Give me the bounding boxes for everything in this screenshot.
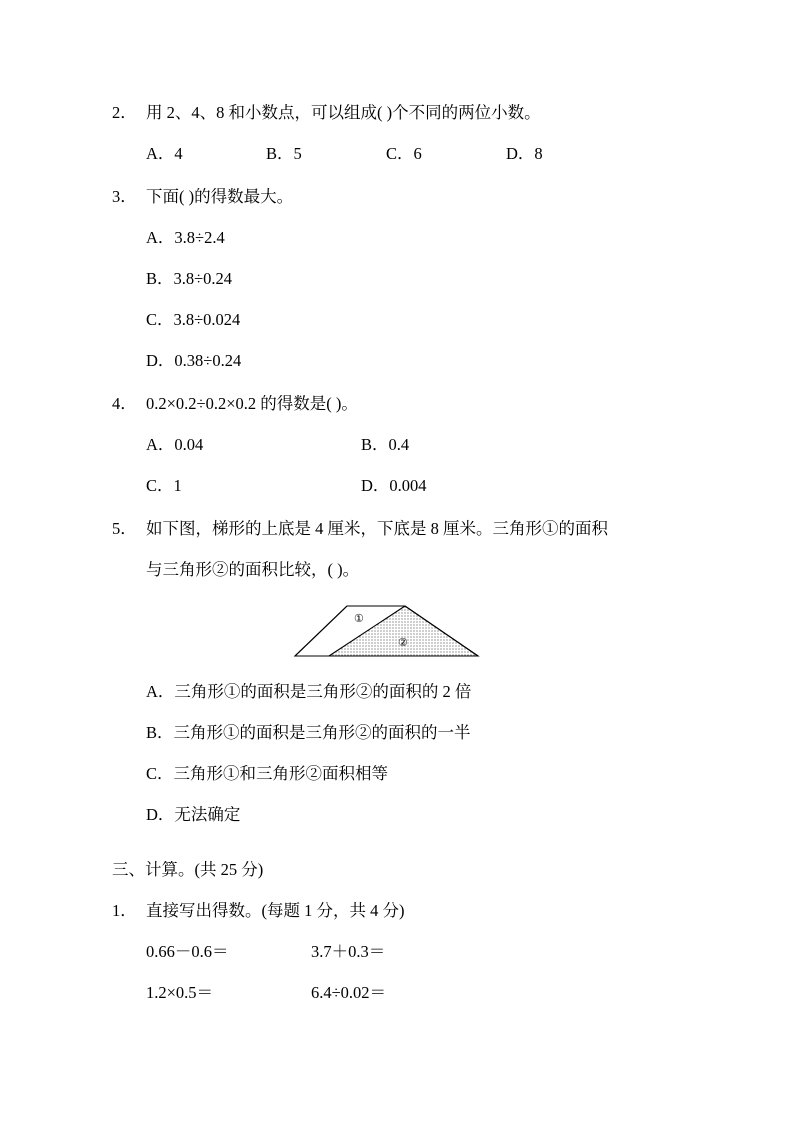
calc-row-2 (112, 972, 692, 1013)
question-2-text-line (112, 92, 692, 133)
question-2-option-a[interactable]: A．4 (146, 144, 183, 163)
question-2 (112, 92, 692, 174)
question-2-options (112, 133, 692, 174)
question-2-option-b[interactable]: B．5 (266, 144, 302, 163)
calc-item-4: 6.4÷0.02＝ (311, 983, 387, 1002)
question-3-text-line (112, 176, 692, 217)
question-3-option-d[interactable]: D．0.38÷0.24 (146, 351, 242, 370)
question-3-option-b[interactable]: B．3.8÷0.24 (146, 269, 233, 288)
question-4-option-c[interactable]: C．1 (146, 476, 182, 495)
triangle-1-label: ① (354, 613, 364, 625)
question-4-option-b[interactable]: B．0.4 (361, 435, 410, 454)
question-3-option-c[interactable]: C．3.8÷0.024 (146, 310, 241, 329)
question-2-stem: 用 2、4、8 和小数点，可以组成( )个不同的两位小数。 (146, 103, 541, 122)
question-5 (112, 508, 692, 835)
question-3-option-a[interactable]: A．3.8÷2.4 (146, 228, 225, 247)
question-5-number: 5． (112, 519, 137, 538)
question-3 (112, 176, 692, 381)
question-4-options-row-1 (112, 424, 692, 465)
calc-item-1: 0.66－0.6＝ (146, 942, 229, 961)
calc-row-1 (112, 931, 692, 972)
question-3-stem: 下面( )的得数最大。 (146, 187, 294, 206)
question-5-figure (112, 590, 692, 671)
question-2-option-d[interactable]: D．8 (506, 144, 543, 163)
trapezoid-with-two-triangles-svg (272, 594, 532, 664)
sub-question-1-number: 1． (112, 901, 137, 920)
calc-item-2: 3.7＋0.3＝ (311, 942, 386, 961)
question-5-text-line-1 (112, 508, 692, 549)
calc-item-3: 1.2×0.5＝ (146, 983, 214, 1002)
question-5-option-b[interactable]: B．三角形①的面积是三角形②的面积的一半 (146, 723, 471, 742)
question-2-option-c[interactable]: C．6 (386, 144, 422, 163)
section-three-sub-1 (112, 890, 692, 931)
question-2-number: 2． (112, 103, 137, 122)
question-4-option-a[interactable]: A．0.04 (146, 435, 204, 454)
question-4-options-row-2 (112, 465, 692, 506)
triangle-2-label: ② (398, 637, 408, 649)
worksheet-content (112, 92, 692, 1013)
question-5-option-c[interactable]: C．三角形①和三角形②面积相等 (146, 764, 389, 783)
section-three-title: 三、计算。(共 25 分) (112, 860, 264, 879)
question-3-number: 3． (112, 187, 137, 206)
question-4-stem: 0.2×0.2÷0.2×0.2 的得数是( )。 (146, 394, 358, 413)
question-5-stem-line-1: 如下图，梯形的上底是 4 厘米，下底是 8 厘米。三角形①的面积 (146, 519, 608, 538)
question-5-option-d[interactable]: D．无法确定 (146, 805, 241, 824)
question-4-number: 4． (112, 394, 137, 413)
question-4 (112, 383, 692, 506)
question-5-stem-line-2: 与三角形②的面积比较，( )。 (146, 560, 360, 579)
question-5-text-line-2 (112, 549, 692, 590)
sub-question-1-title: 直接写出得数。(每题 1 分，共 4 分) (146, 901, 405, 920)
question-4-option-d[interactable]: D．0.004 (361, 476, 427, 495)
question-4-text-line (112, 383, 692, 424)
question-5-option-a[interactable]: A．三角形①的面积是三角形②的面积的 2 倍 (146, 682, 472, 701)
